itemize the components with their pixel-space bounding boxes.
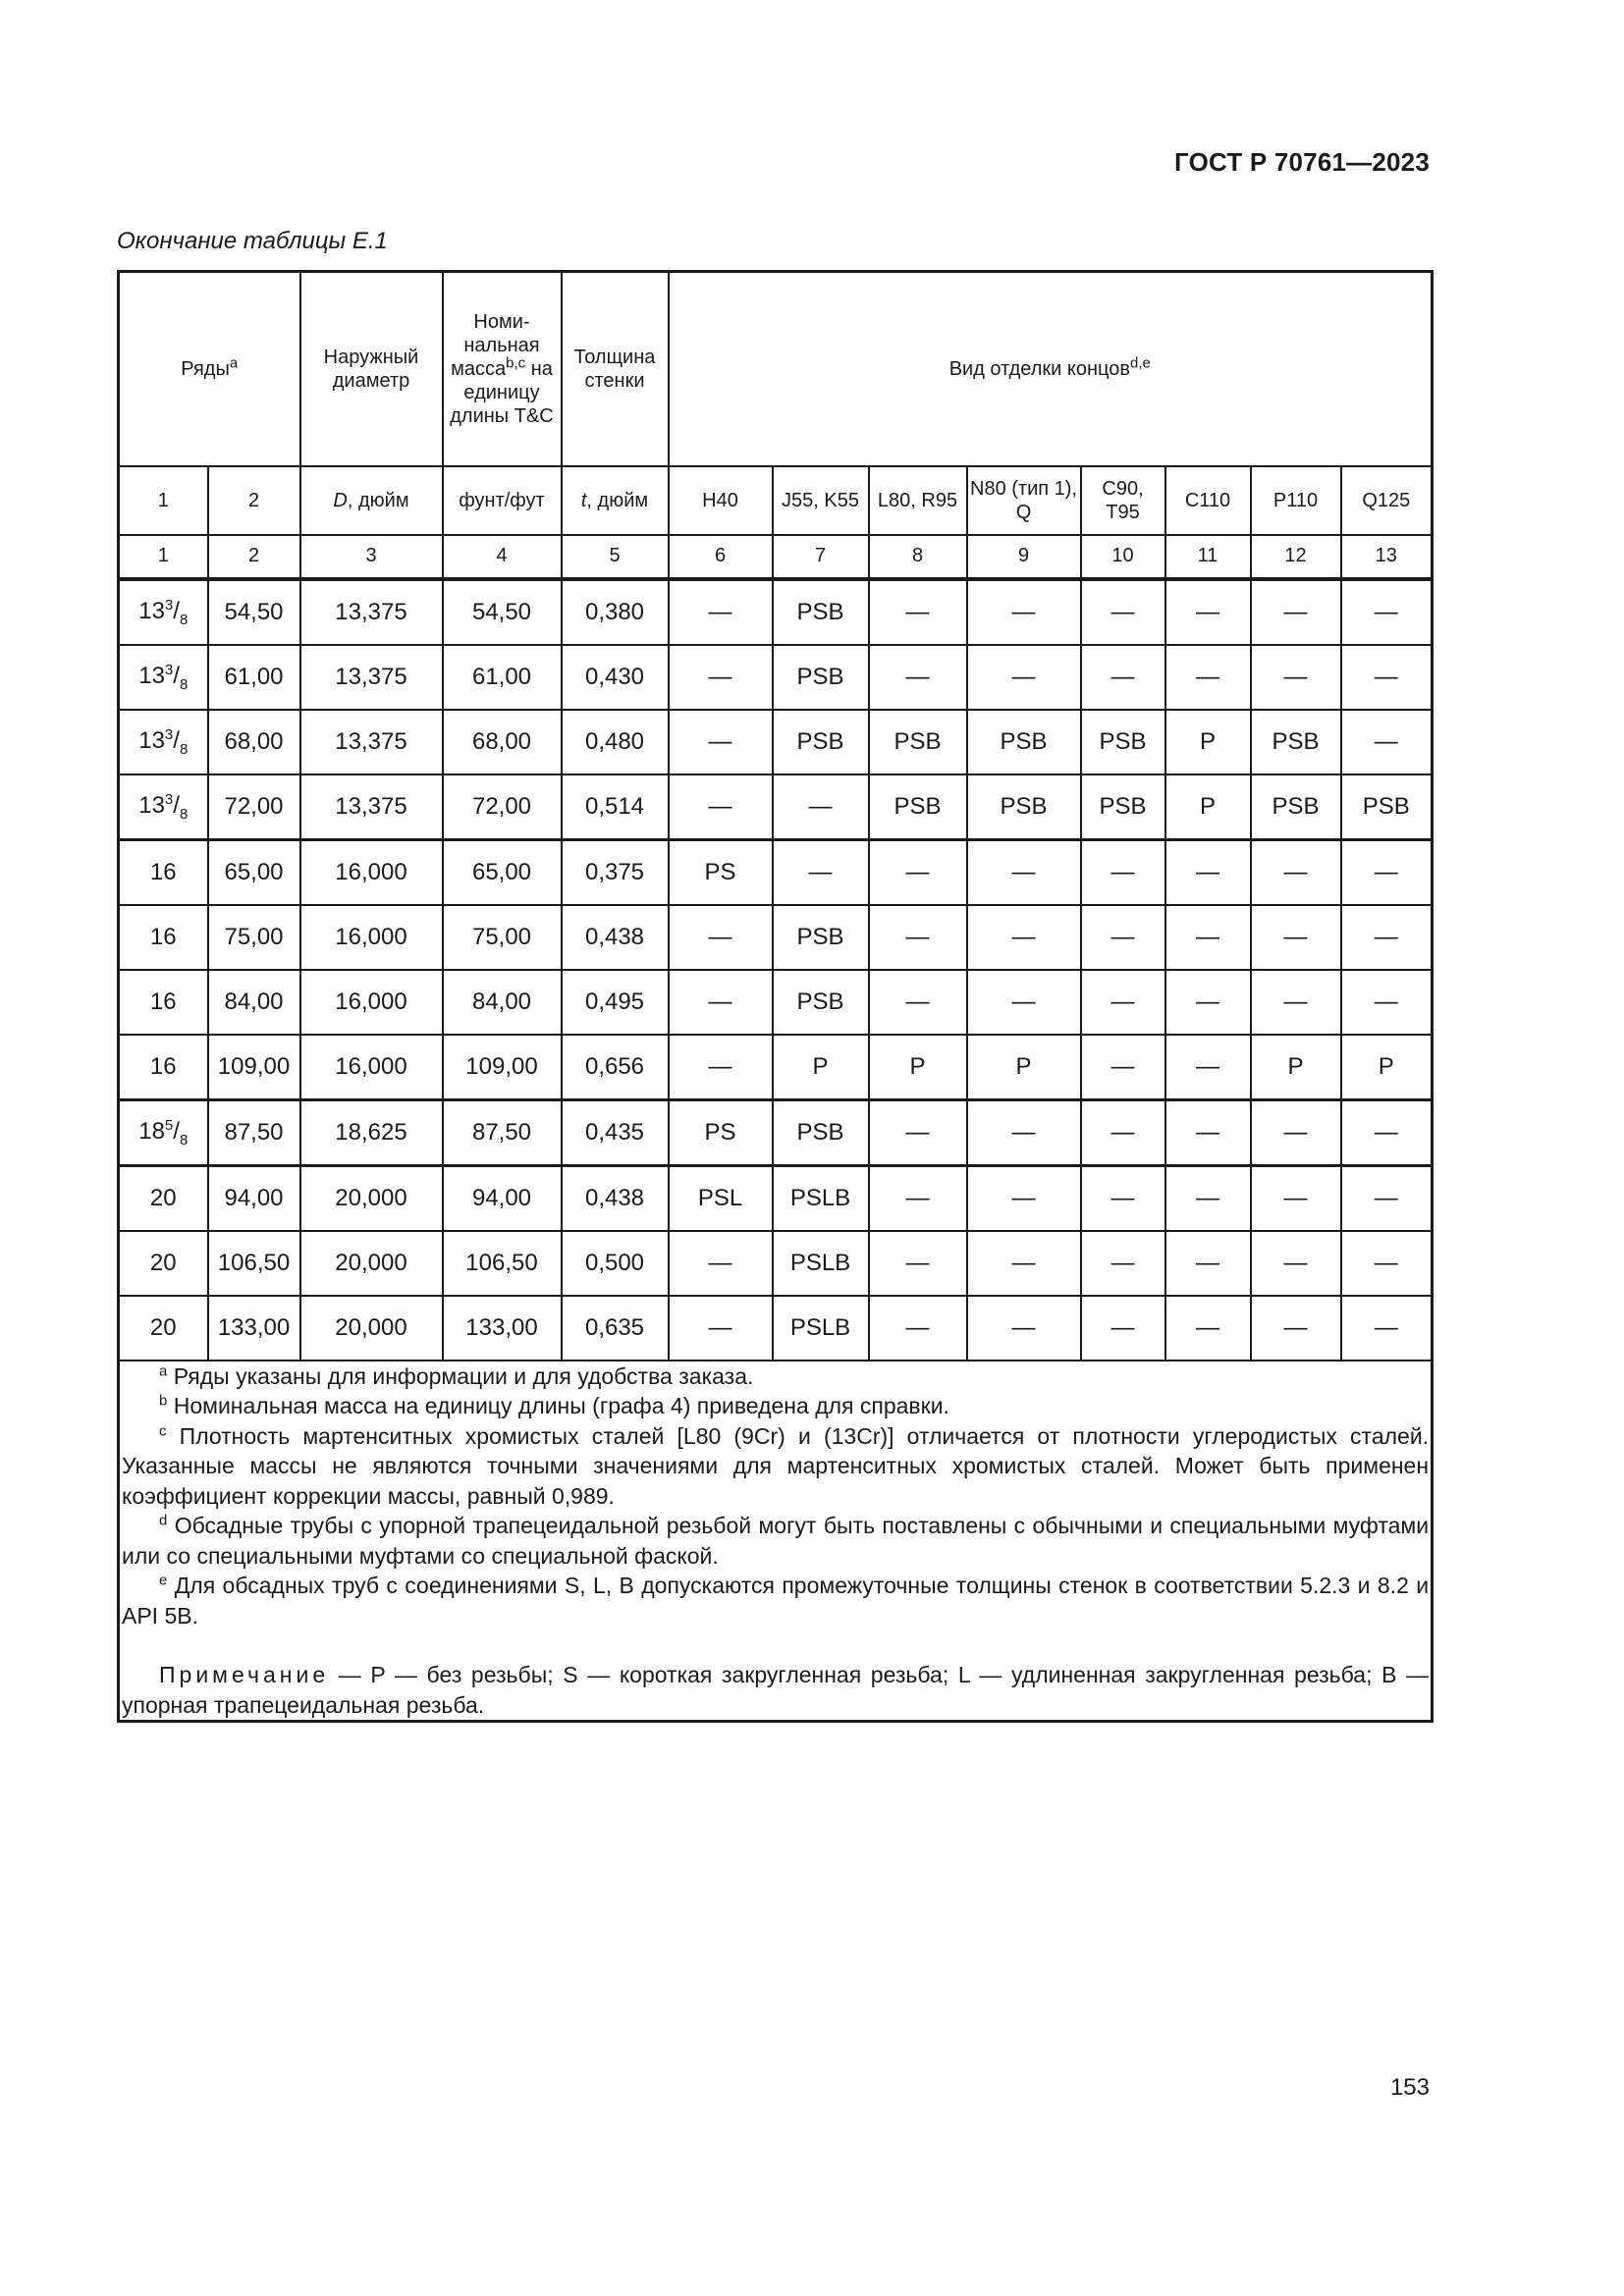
header-rows-sup: a (229, 354, 239, 372)
cell-end-finish: — (669, 905, 773, 970)
column-number: 1 (119, 535, 208, 579)
cell-end-finish: — (1081, 1165, 1165, 1231)
cell-end-finish: — (1165, 1231, 1251, 1296)
cell-mass: 65,00 (208, 839, 300, 905)
cell-diameter: 20,000 (300, 1296, 443, 1361)
cell-mass: 106,50 (208, 1231, 300, 1296)
header-outer-diameter: Наружный диаметр (300, 272, 443, 466)
cell-weight: 109,00 (443, 1035, 562, 1100)
cell-end-finish: — (1081, 1231, 1165, 1296)
note-label: Примечание (159, 1662, 330, 1687)
subheader-grade: Q125 (1341, 466, 1433, 535)
cell-end-finish: — (869, 839, 967, 905)
cell-end-finish: — (1251, 1165, 1341, 1231)
subheader-thickness (562, 466, 669, 535)
cell-end-finish: — (1165, 1165, 1251, 1231)
subheader-diameter (300, 466, 443, 535)
cell-end-finish: — (1251, 579, 1341, 645)
size-slash: / (173, 597, 180, 624)
cell-diameter: 16,000 (300, 905, 443, 970)
size-numerator: 5 (164, 1116, 174, 1134)
header-rows (119, 272, 300, 466)
cell-size (119, 970, 208, 1035)
cell-end-finish: — (967, 970, 1081, 1035)
footnote-a-text: Ряды указаны для информации и для удобства заказа. (173, 1362, 754, 1389)
cell-end-finish: — (869, 905, 967, 970)
table-row (119, 1165, 1433, 1231)
size-numerator: 3 (164, 725, 174, 743)
cell-end-finish: — (1341, 905, 1433, 970)
size-whole: 16 (149, 923, 177, 950)
cell-thickness: 0,430 (562, 645, 669, 710)
cell-end-finish: PSB (1081, 774, 1165, 840)
footnote-b-mark: b (159, 1392, 168, 1410)
table-row (119, 905, 1433, 970)
size-whole: 18 (138, 1117, 165, 1145)
header-end-finish-sup: d,e (1130, 354, 1151, 372)
cell-weight: 84,00 (443, 970, 562, 1035)
cell-size (119, 1099, 208, 1165)
cell-mass: 94,00 (208, 1165, 300, 1231)
subheader-grade: J55, K55 (773, 466, 869, 535)
cell-end-finish: P (869, 1035, 967, 1100)
cell-end-finish: PSB (773, 970, 869, 1035)
footnote-e (122, 1571, 1429, 1630)
cell-end-finish: — (669, 645, 773, 710)
size-numerator: 3 (164, 661, 174, 678)
cell-size (119, 839, 208, 905)
cell-thickness: 0,495 (562, 970, 669, 1035)
size-slash: / (173, 726, 180, 754)
cell-end-finish: PS (669, 839, 773, 905)
cell-end-finish: — (1251, 645, 1341, 710)
cell-end-finish: PSLB (773, 1165, 869, 1231)
footnote-e-mark: e (159, 1572, 168, 1589)
cell-end-finish: — (1165, 905, 1251, 970)
cell-diameter: 13,375 (300, 645, 443, 710)
size-whole: 16 (149, 1052, 177, 1080)
footnote-e-text: Для обсадных труб с соединениями S, L, B допускаются промежуточные толщины стенок в соответствии 5.2.3 и 8.2 и API 5B. (122, 1573, 1430, 1629)
header-end-finish-label: Вид отделки концов (948, 357, 1131, 380)
footnote-a (122, 1362, 1429, 1392)
footnote-d-mark: d (159, 1512, 168, 1529)
cell-end-finish: — (1165, 579, 1251, 645)
cell-end-finish: — (869, 645, 967, 710)
size-whole: 13 (138, 597, 165, 624)
cell-end-finish: PSB (1251, 774, 1341, 840)
cell-mass: 61,00 (208, 645, 300, 710)
size-whole: 16 (149, 988, 177, 1015)
cell-weight: 68,00 (443, 710, 562, 774)
cell-end-finish: — (1165, 970, 1251, 1035)
cell-end-finish: — (967, 579, 1081, 645)
cell-end-finish: P (1341, 1035, 1433, 1100)
column-number: 3 (300, 535, 443, 579)
cell-size (119, 1035, 208, 1100)
cell-end-finish: PSB (967, 710, 1081, 774)
cell-end-finish: PSB (1341, 774, 1433, 840)
cell-thickness: 0,380 (562, 579, 669, 645)
size-whole: 20 (149, 1249, 177, 1276)
size-whole: 16 (149, 858, 177, 885)
size-denominator: 8 (179, 1131, 189, 1148)
table-row (119, 1099, 1433, 1165)
footnote-c (122, 1421, 1429, 1512)
cell-end-finish: — (1341, 1099, 1433, 1165)
cell-end-finish: — (1341, 579, 1433, 645)
cell-end-finish: PSB (967, 774, 1081, 840)
cell-size (119, 645, 208, 710)
cell-end-finish: — (869, 579, 967, 645)
subheader-mass-unit: фунт/фут (443, 466, 562, 535)
header-rows-label: Ряды (181, 357, 230, 380)
cell-end-finish: — (1341, 645, 1433, 710)
footnote-d (122, 1511, 1429, 1571)
size-denominator: 8 (179, 740, 189, 758)
cell-end-finish: — (1081, 1099, 1165, 1165)
cell-end-finish: — (1081, 839, 1165, 905)
table-row (119, 645, 1433, 710)
subheader-grade: C110 (1165, 466, 1251, 535)
cell-end-finish: — (967, 1099, 1081, 1165)
subheader-t-symbol: t (580, 489, 587, 511)
cell-end-finish: PSB (773, 579, 869, 645)
size-slash: / (173, 662, 180, 689)
cell-end-finish: — (869, 1165, 967, 1231)
casing-table (117, 270, 1434, 1723)
cell-diameter: 20,000 (300, 1231, 443, 1296)
cell-end-finish: — (1251, 839, 1341, 905)
table-row (119, 970, 1433, 1035)
cell-end-finish: PSB (1081, 710, 1165, 774)
note-text: — P — без резьбы; S — короткая закругленная резьба; L — удлиненная закругленная резьба; B — упорная трапецеидальная резьба. (122, 1662, 1430, 1718)
cell-end-finish: P (1165, 710, 1251, 774)
size-numerator: 3 (164, 790, 174, 808)
cell-weight: 87,50 (443, 1099, 562, 1165)
cell-weight: 94,00 (443, 1165, 562, 1231)
column-number: 2 (208, 535, 300, 579)
column-number: 4 (443, 535, 562, 579)
cell-end-finish: — (1341, 1165, 1433, 1231)
cell-mass: 109,00 (208, 1035, 300, 1100)
cell-diameter: 13,375 (300, 774, 443, 840)
cell-weight: 106,50 (443, 1231, 562, 1296)
size-whole: 20 (149, 1313, 177, 1341)
footnote-a-mark: a (159, 1362, 168, 1379)
cell-end-finish: — (869, 1099, 967, 1165)
cell-end-finish: — (1251, 1231, 1341, 1296)
header-wall-thickness: Толщина стенки (562, 272, 669, 466)
column-number: 5 (562, 535, 669, 579)
subheader-grade: P110 (1251, 466, 1341, 535)
footnote-c-mark: c (159, 1421, 167, 1439)
cell-end-finish: — (1165, 1296, 1251, 1361)
cell-end-finish: — (967, 839, 1081, 905)
cell-thickness: 0,438 (562, 1165, 669, 1231)
subheader-c1: 1 (119, 466, 208, 535)
table-caption: Окончание таблицы Е.1 (117, 228, 388, 254)
cell-end-finish: P (773, 1035, 869, 1100)
cell-thickness: 0,656 (562, 1035, 669, 1100)
cell-weight: 72,00 (443, 774, 562, 840)
subheader-grade: C90, T95 (1081, 466, 1165, 535)
cell-end-finish: — (1165, 1099, 1251, 1165)
table-note (122, 1660, 1429, 1720)
cell-end-finish: — (1251, 1099, 1341, 1165)
cell-end-finish: — (669, 1231, 773, 1296)
footnotes (119, 1361, 1433, 1722)
column-number: 10 (1081, 535, 1165, 579)
cell-end-finish: PSB (773, 645, 869, 710)
cell-size (119, 774, 208, 840)
subheader-d-symbol: D (333, 489, 348, 511)
cell-thickness: 0,438 (562, 905, 669, 970)
column-number: 13 (1341, 535, 1433, 579)
table-row (119, 710, 1433, 774)
cell-end-finish: — (773, 774, 869, 840)
table-row (119, 774, 1433, 840)
cell-end-finish: — (669, 579, 773, 645)
table-row (119, 579, 1433, 645)
cell-end-finish: — (1081, 579, 1165, 645)
cell-end-finish: — (773, 839, 869, 905)
cell-mass: 68,00 (208, 710, 300, 774)
cell-size (119, 1165, 208, 1231)
cell-thickness: 0,635 (562, 1296, 669, 1361)
cell-size (119, 579, 208, 645)
cell-end-finish: — (1081, 1296, 1165, 1361)
cell-thickness: 0,375 (562, 839, 669, 905)
cell-end-finish: — (1165, 839, 1251, 905)
size-slash: / (173, 1117, 180, 1145)
cell-end-finish: — (669, 1035, 773, 1100)
cell-diameter: 16,000 (300, 839, 443, 905)
cell-end-finish: — (1081, 970, 1165, 1035)
cell-end-finish: — (869, 1231, 967, 1296)
document-header: ГОСТ Р 70761—2023 (1174, 147, 1430, 177)
cell-end-finish: PSB (773, 905, 869, 970)
cell-thickness: 0,514 (562, 774, 669, 840)
cell-diameter: 13,375 (300, 710, 443, 774)
cell-diameter: 16,000 (300, 970, 443, 1035)
header-nominal-mass-1: Номи-нальная масса (451, 310, 540, 380)
table-row (119, 1035, 1433, 1100)
column-number: 9 (967, 535, 1081, 579)
cell-end-finish: — (967, 1231, 1081, 1296)
cell-size (119, 1296, 208, 1361)
cell-end-finish: — (1081, 905, 1165, 970)
cell-end-finish: — (669, 970, 773, 1035)
cell-end-finish: — (869, 1296, 967, 1361)
cell-size (119, 710, 208, 774)
footnote-b (122, 1391, 1429, 1421)
cell-end-finish: — (1341, 1296, 1433, 1361)
table-row (119, 839, 1433, 905)
cell-end-finish: — (1251, 905, 1341, 970)
column-number: 7 (773, 535, 869, 579)
cell-end-finish: — (669, 774, 773, 840)
subheader-c2: 2 (208, 466, 300, 535)
cell-mass: 84,00 (208, 970, 300, 1035)
size-whole: 13 (138, 662, 165, 689)
footnote-d-text: Обсадные трубы с упорной трапецеидальной резьбой могут быть поставлены с обычными и специальными муфтами или со специальными муфтами со специальной фаской. (122, 1513, 1430, 1569)
cell-end-finish: — (1341, 970, 1433, 1035)
size-denominator: 8 (179, 805, 189, 823)
size-whole: 13 (138, 726, 165, 754)
cell-end-finish: — (1341, 1231, 1433, 1296)
cell-weight: 61,00 (443, 645, 562, 710)
cell-end-finish: PSB (869, 710, 967, 774)
cell-end-finish: PSL (669, 1165, 773, 1231)
cell-weight: 75,00 (443, 905, 562, 970)
cell-end-finish: — (869, 970, 967, 1035)
cell-mass: 72,00 (208, 774, 300, 840)
cell-end-finish: — (1251, 970, 1341, 1035)
cell-weight: 65,00 (443, 839, 562, 905)
cell-diameter: 20,000 (300, 1165, 443, 1231)
column-number: 8 (869, 535, 967, 579)
cell-thickness: 0,480 (562, 710, 669, 774)
cell-diameter: 18,625 (300, 1099, 443, 1165)
cell-end-finish: — (1081, 645, 1165, 710)
cell-end-finish: P (967, 1035, 1081, 1100)
cell-diameter: 13,375 (300, 579, 443, 645)
cell-end-finish: PSLB (773, 1296, 869, 1361)
subheader-d-unit: , дюйм (347, 489, 409, 511)
cell-end-finish: — (669, 710, 773, 774)
size-numerator: 3 (164, 596, 174, 614)
cell-mass: 75,00 (208, 905, 300, 970)
cell-end-finish: — (1081, 1035, 1165, 1100)
cell-end-finish: PSB (773, 1099, 869, 1165)
subheader-grade: N80 (тип 1), Q (967, 466, 1081, 535)
cell-end-finish: — (967, 905, 1081, 970)
cell-weight: 54,50 (443, 579, 562, 645)
subheader-t-unit: , дюйм (586, 489, 649, 511)
cell-end-finish: — (1251, 1296, 1341, 1361)
subheader-grade: L80, R95 (869, 466, 967, 535)
cell-mass: 54,50 (208, 579, 300, 645)
cell-mass: 133,00 (208, 1296, 300, 1361)
header-nominal-mass-sup: b,c (506, 354, 526, 372)
size-slash: / (173, 791, 180, 819)
table-row (119, 1231, 1433, 1296)
cell-end-finish: PS (669, 1099, 773, 1165)
page-number: 153 (1389, 2074, 1430, 2101)
cell-end-finish: — (1165, 645, 1251, 710)
header-nominal-mass-2: на единицу длины T&C (450, 357, 554, 427)
size-denominator: 8 (179, 611, 189, 628)
cell-end-finish: PSLB (773, 1231, 869, 1296)
column-number: 12 (1251, 535, 1341, 579)
cell-thickness: 0,500 (562, 1231, 669, 1296)
footnote-b-text: Номинальная масса на единицу длины (графа 4) приведена для справки. (173, 1393, 949, 1418)
cell-end-finish: P (1165, 774, 1251, 840)
column-number: 6 (669, 535, 773, 579)
cell-diameter: 16,000 (300, 1035, 443, 1100)
footnote-c-text: Плотность мартенситных хромистых сталей [L80 (9Cr) и (13Cr)] отличается от плотности углеродистых сталей. Указанные массы не являются точными значениями для мартенситных хромистых сталей. Может быть применен коэффициент коррекции массы, равный 0,989. (122, 1422, 1430, 1509)
cell-end-finish: — (967, 645, 1081, 710)
cell-end-finish: PSB (773, 710, 869, 774)
size-whole: 20 (149, 1184, 177, 1211)
cell-end-finish: — (1165, 1035, 1251, 1100)
cell-end-finish: — (967, 1165, 1081, 1231)
cell-thickness: 0,435 (562, 1099, 669, 1165)
cell-end-finish: PSB (1251, 710, 1341, 774)
cell-weight: 133,00 (443, 1296, 562, 1361)
column-number: 11 (1165, 535, 1251, 579)
header-end-finish (669, 272, 1433, 466)
cell-end-finish: — (669, 1296, 773, 1361)
cell-end-finish: PSB (869, 774, 967, 840)
cell-mass: 87,50 (208, 1099, 300, 1165)
table-row (119, 1296, 1433, 1361)
size-whole: 13 (138, 791, 165, 819)
subheader-grade: H40 (669, 466, 773, 535)
cell-size (119, 1231, 208, 1296)
cell-end-finish: — (1341, 710, 1433, 774)
cell-end-finish: — (1341, 839, 1433, 905)
cell-size (119, 905, 208, 970)
cell-end-finish: P (1251, 1035, 1341, 1100)
header-nominal-mass (443, 272, 562, 466)
cell-end-finish: — (967, 1296, 1081, 1361)
size-denominator: 8 (179, 675, 189, 693)
